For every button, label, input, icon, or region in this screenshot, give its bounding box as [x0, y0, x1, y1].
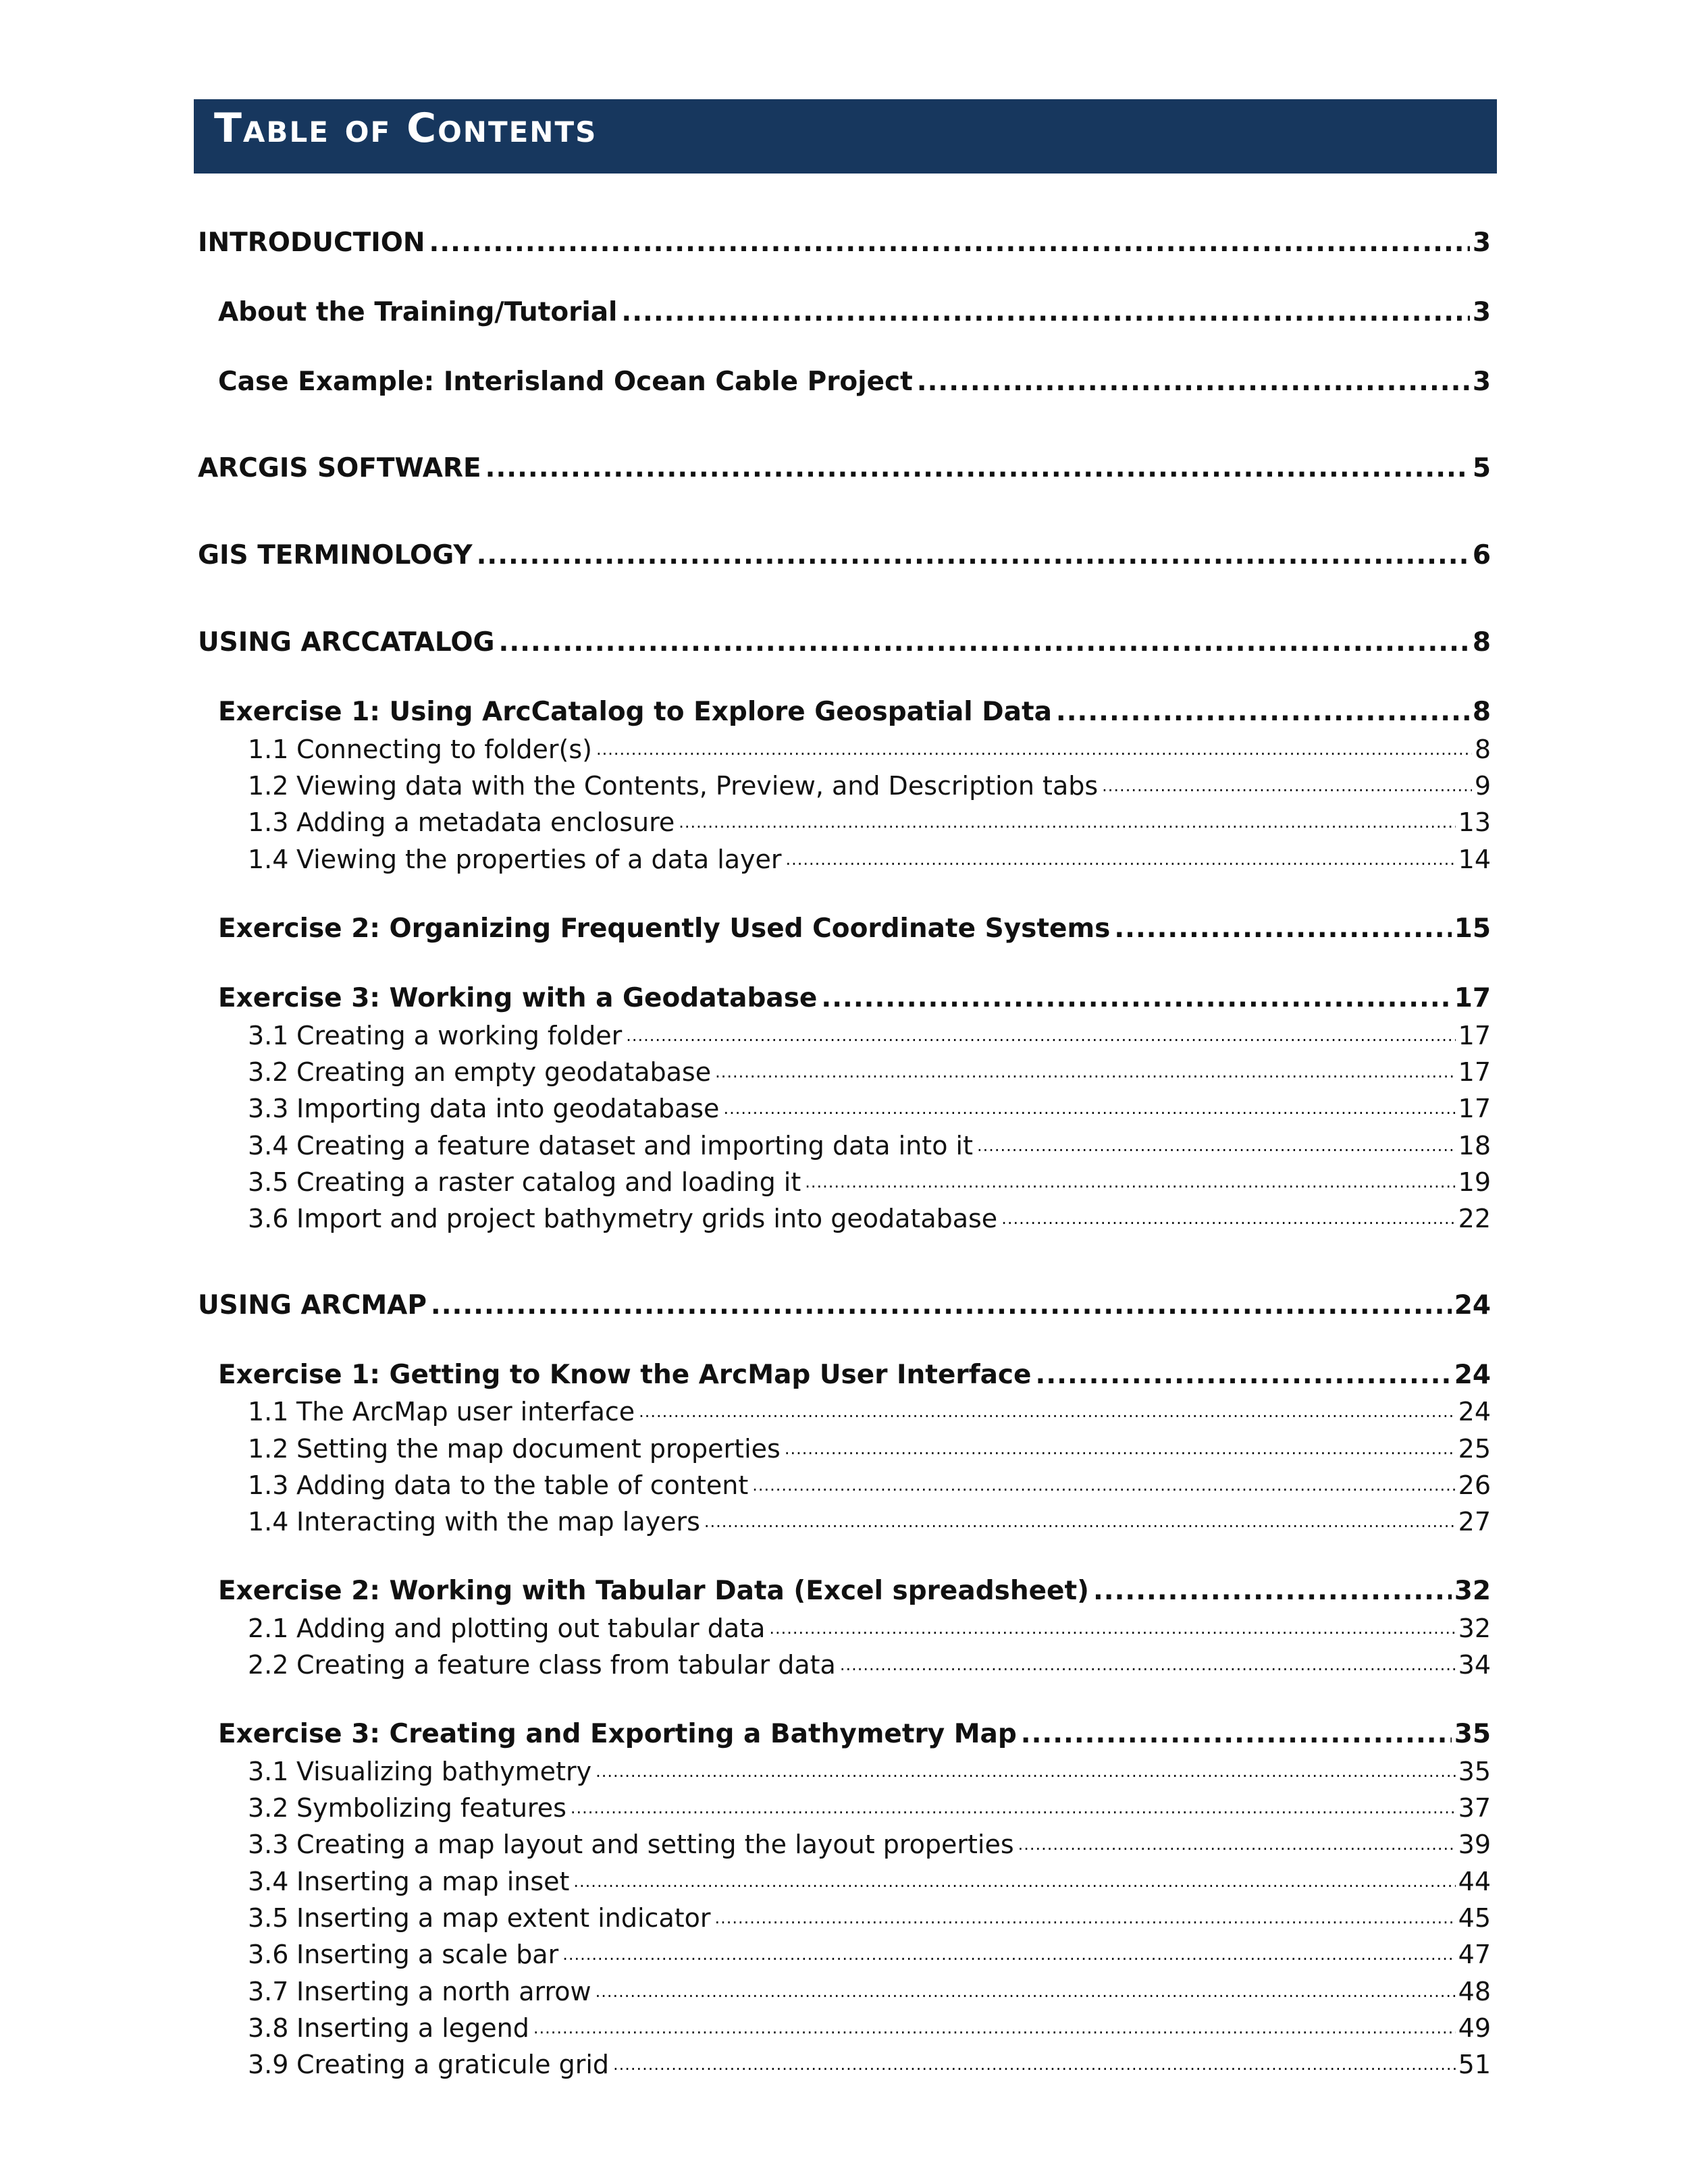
toc-entry-page: 45 — [1458, 1903, 1491, 1933]
toc-entry-arcmap-3-2[interactable] — [248, 1791, 1491, 1825]
toc-entry-label: Exercise 3: Creating and Exporting a Bathymetry Map — [218, 1719, 1017, 1749]
toc-entry-number: 1.1 — [248, 1397, 289, 1427]
toc-entry-label: Creating a graticule grid — [296, 2050, 609, 2079]
toc-leader-dots — [785, 1432, 1456, 1466]
toc-leader-dots — [485, 452, 1470, 485]
toc-entry-page: 17 — [1458, 1057, 1491, 1087]
toc-entry-number: 1.2 — [248, 1434, 289, 1464]
toc-entry-page: 32 — [1454, 1576, 1491, 1606]
toc-entry-number: 2.1 — [248, 1614, 289, 1643]
toc-entry-label: About the Training/Tutorial — [218, 297, 618, 327]
toc-entry-page: 17 — [1458, 1021, 1491, 1050]
toc-entry-page: 35 — [1454, 1719, 1491, 1749]
toc-entry-page: 25 — [1458, 1434, 1491, 1464]
toc-entry-number: 3.6 — [248, 1204, 289, 1233]
toc-entry-arcmap-1-1[interactable] — [248, 1395, 1491, 1429]
toc-entry-number: 3.9 — [248, 2050, 289, 2079]
toc-entry-page: 37 — [1458, 1793, 1491, 1823]
toc-entry-page: 8 — [1472, 697, 1491, 727]
toc-entry-label: Connecting to folder(s) — [296, 735, 592, 764]
toc-entry-page: 13 — [1458, 807, 1491, 837]
toc-leader-dots — [917, 365, 1470, 399]
toc-entry-number: 3.3 — [248, 1830, 289, 1859]
toc-entry-arcmap-exercise-2[interactable] — [218, 1574, 1491, 1608]
toc-entry-page: 8 — [1472, 627, 1491, 658]
toc-entry-number: 3.7 — [248, 1977, 289, 2006]
toc-entry-using-arcmap[interactable] — [198, 1289, 1491, 1323]
toc-entry-label: Viewing data with the Contents, Preview, and Description tabs — [296, 771, 1099, 801]
toc-entry-arccatalog-3-3[interactable] — [248, 1092, 1491, 1125]
toc-entry-label: Importing data into geodatabase — [296, 1094, 720, 1123]
toc-entry-page: 8 — [1474, 735, 1491, 764]
toc-leader-dots — [1093, 1574, 1452, 1608]
toc-entry-label: Creating a raster catalog and loading it — [296, 1167, 801, 1197]
toc-entry-arcmap-exercise-3[interactable] — [218, 1717, 1491, 1751]
toc-entry-arccatalog-3-4[interactable] — [248, 1129, 1491, 1163]
toc-entry-arccatalog-3-2[interactable] — [248, 1055, 1491, 1089]
toc-entry-page: 35 — [1458, 1757, 1491, 1786]
toc-entry-page: 18 — [1458, 1131, 1491, 1161]
toc-entry-gis-terminology[interactable] — [198, 539, 1491, 572]
toc-entry-label: USING ARCCATALOG — [198, 627, 495, 658]
toc-leader-dots — [626, 1019, 1455, 1053]
toc-entry-arcmap-3-3[interactable] — [248, 1828, 1491, 1861]
toc-entry-using-arccatalog[interactable] — [198, 626, 1491, 660]
toc-leader-dots — [704, 1505, 1456, 1539]
toc-entry-label: Visualizing bathymetry — [296, 1757, 592, 1786]
toc-leader-dots — [639, 1395, 1455, 1429]
toc-entry-page: 17 — [1454, 983, 1491, 1013]
toc-entry-label: INTRODUCTION — [198, 228, 425, 258]
toc-entry-arccatalog-3-6[interactable] — [248, 1202, 1491, 1235]
toc-entry-number: 1.4 — [248, 1507, 289, 1537]
toc-entry-page: 44 — [1458, 1867, 1491, 1896]
toc-entry-arcmap-3-4[interactable] — [248, 1865, 1491, 1898]
toc-entry-arccatalog-exercise-1[interactable] — [218, 695, 1491, 729]
toc-entry-number: 3.1 — [248, 1021, 289, 1050]
toc-entry-label: Inserting a map extent indicator — [296, 1903, 711, 1933]
page-title: Table of Contents — [214, 105, 598, 152]
toc-entry-arcmap-2-2[interactable] — [248, 1648, 1491, 1682]
toc-entry-number: 3.1 — [248, 1757, 289, 1786]
toc-entry-introduction[interactable] — [198, 226, 1491, 260]
toc-entry-label: Import and project bathymetry grids into geodatabase — [296, 1204, 998, 1233]
toc-leader-dots — [752, 1468, 1455, 1502]
toc-entry-page: 39 — [1458, 1830, 1491, 1859]
toc-entry-label: Interacting with the map layers — [296, 1507, 700, 1537]
toc-entry-label: USING ARCMAP — [198, 1290, 427, 1321]
toc-entry-page: 9 — [1474, 771, 1491, 801]
toc-leader-dots — [1102, 769, 1472, 803]
toc-leader-dots — [1036, 1358, 1452, 1392]
toc-entry-arccatalog-3-1[interactable] — [248, 1019, 1491, 1053]
toc-leader-dots — [562, 1938, 1455, 1971]
toc-entry-arcmap-1-4[interactable] — [248, 1505, 1491, 1539]
toc-entry-page: 48 — [1458, 1977, 1491, 2006]
toc-leader-dots — [805, 1165, 1455, 1199]
toc-entry-number: 3.3 — [248, 1094, 289, 1123]
toc-entry-page: 3 — [1472, 228, 1491, 258]
toc-entry-label: Inserting a scale bar — [296, 1940, 559, 1969]
toc-entry-arcmap-3-8[interactable] — [248, 2011, 1491, 2045]
toc-entry-arcgis-software[interactable] — [198, 452, 1491, 485]
toc-entry-page: 24 — [1454, 1290, 1491, 1321]
toc-entry-arcmap-3-1[interactable] — [248, 1755, 1491, 1788]
toc-entry-page: 34 — [1458, 1650, 1491, 1680]
toc-leader-dots — [679, 805, 1455, 839]
toc-leader-dots — [723, 1092, 1455, 1125]
toc-leader-dots — [786, 843, 1456, 876]
toc-leader-dots — [477, 539, 1470, 572]
toc-leader-dots — [1114, 912, 1451, 946]
toc-entry-page: 19 — [1458, 1167, 1491, 1197]
toc-entry-label: Exercise 2: Organizing Frequently Used Coordinate Systems — [218, 913, 1111, 944]
toc-leader-dots — [596, 1975, 1456, 2008]
toc-entry-arcmap-3-7[interactable] — [248, 1975, 1491, 2008]
toc-entry-label: Symbolizing features — [296, 1793, 566, 1823]
toc-entry-number: 3.4 — [248, 1867, 289, 1896]
toc-entry-page: 3 — [1472, 297, 1491, 327]
toc-entry-page: 3 — [1472, 367, 1491, 397]
toc-entry-label: Creating a working folder — [296, 1021, 623, 1050]
toc-leader-dots — [621, 296, 1469, 329]
toc-entry-page: 49 — [1458, 2013, 1491, 2043]
toc-entry-label: The ArcMap user interface — [296, 1397, 635, 1427]
toc-leader-dots — [769, 1612, 1455, 1645]
toc-entry-number: 1.3 — [248, 807, 289, 837]
toc-entry-label: Inserting a north arrow — [296, 1977, 591, 2006]
toc-entry-label: GIS TERMINOLOGY — [198, 540, 473, 570]
toc-entry-arccatalog-1-3[interactable] — [248, 805, 1491, 839]
toc-leader-dots — [613, 2048, 1456, 2081]
toc-entry-arcmap-3-6[interactable] — [248, 1938, 1491, 1971]
toc-leader-dots — [499, 626, 1470, 660]
toc-entry-page: 24 — [1454, 1360, 1491, 1390]
toc-entry-label: Adding and plotting out tabular data — [296, 1614, 766, 1643]
toc-entry-page: 47 — [1458, 1940, 1491, 1969]
toc-entry-number: 3.4 — [248, 1131, 289, 1161]
toc-entry-number: 1.4 — [248, 845, 289, 874]
toc-entry-about-training[interactable] — [218, 296, 1491, 329]
toc-entry-number: 3.8 — [248, 2013, 289, 2043]
toc-entry-label: Creating a feature class from tabular data — [296, 1650, 836, 1680]
toc-entry-number: 1.1 — [248, 735, 289, 764]
toc-leader-dots — [533, 2011, 1456, 2045]
toc-leader-dots — [1056, 695, 1470, 729]
toc-entry-page: 24 — [1458, 1397, 1491, 1427]
toc-entry-label: Case Example: Interisland Ocean Cable Project — [218, 367, 913, 397]
toc-entry-arccatalog-exercise-2[interactable] — [218, 912, 1491, 946]
toc-entry-arcmap-2-1[interactable] — [248, 1612, 1491, 1645]
toc-entry-arccatalog-1-4[interactable] — [248, 843, 1491, 876]
toc-entry-arcmap-1-2[interactable] — [248, 1432, 1491, 1466]
toc-entry-label: Exercise 3: Working with a Geodatabase — [218, 983, 818, 1013]
toc-entry-number: 1.3 — [248, 1470, 289, 1500]
toc-entry-label: Exercise 1: Getting to Know the ArcMap User Interface — [218, 1360, 1032, 1390]
toc-leader-dots — [821, 982, 1451, 1015]
toc-entry-number: 1.2 — [248, 771, 289, 801]
toc-leader-dots — [715, 1901, 1456, 1935]
toc-entry-label: Exercise 1: Using ArcCatalog to Explore Geospatial Data — [218, 697, 1052, 727]
toc-entry-page: 5 — [1472, 453, 1491, 483]
toc-entry-page: 17 — [1458, 1094, 1491, 1123]
toc-entry-label: Setting the map document properties — [296, 1434, 781, 1464]
toc-leader-dots — [840, 1648, 1456, 1682]
toc-leader-dots — [596, 733, 1472, 766]
toc-entry-page: 32 — [1458, 1614, 1491, 1643]
toc-leader-dots — [429, 226, 1470, 260]
toc-entry-label: Exercise 2: Working with Tabular Data (Excel spreadsheet) — [218, 1576, 1089, 1606]
toc-entry-number: 3.5 — [248, 1903, 289, 1933]
toc-leader-dots — [715, 1055, 1456, 1089]
toc-leader-dots — [573, 1865, 1455, 1898]
toc-entry-number: 3.2 — [248, 1057, 289, 1087]
toc-entry-page: 27 — [1458, 1507, 1491, 1537]
toc-entry-arcmap-3-9[interactable] — [248, 2048, 1491, 2081]
toc-entry-label: Adding a metadata enclosure — [296, 807, 675, 837]
toc-entry-label: Inserting a legend — [296, 2013, 529, 2043]
toc-entry-arccatalog-3-5[interactable] — [248, 1165, 1491, 1199]
toc-leader-dots — [1018, 1828, 1456, 1861]
toc-entry-label: ARCGIS SOFTWARE — [198, 453, 481, 483]
toc-entry-label: Inserting a map inset — [296, 1867, 570, 1896]
toc-entry-arccatalog-1-2[interactable] — [248, 769, 1491, 803]
toc-entry-label: Adding data to the table of content — [296, 1470, 749, 1500]
toc-leader-dots — [1001, 1202, 1455, 1235]
toc-entry-page: 15 — [1454, 913, 1491, 944]
toc-entry-page: 22 — [1458, 1204, 1491, 1233]
toc-entry-arccatalog-1-1[interactable] — [248, 733, 1491, 766]
toc-entry-page: 6 — [1472, 540, 1491, 570]
toc-entry-page: 51 — [1458, 2050, 1491, 2079]
toc-leader-dots — [431, 1289, 1452, 1323]
toc-entry-arcmap-1-3[interactable] — [248, 1468, 1491, 1502]
toc-entry-arcmap-3-5[interactable] — [248, 1901, 1491, 1935]
toc-entry-page: 26 — [1458, 1470, 1491, 1500]
toc-entry-label: Creating an empty geodatabase — [296, 1057, 712, 1087]
toc-entry-label: Creating a map layout and setting the layout properties — [296, 1830, 1014, 1859]
toc-entry-arccatalog-exercise-3[interactable] — [218, 982, 1491, 1015]
toc-entry-arcmap-exercise-1[interactable] — [218, 1358, 1491, 1392]
toc-entry-number: 3.2 — [248, 1793, 289, 1823]
toc-entry-number: 2.2 — [248, 1650, 289, 1680]
toc-leader-dots — [977, 1129, 1456, 1163]
toc-entry-number: 3.6 — [248, 1940, 289, 1969]
toc-leader-dots — [1021, 1717, 1452, 1751]
toc-entry-page: 14 — [1458, 845, 1491, 874]
toc-entry-case-example[interactable] — [218, 365, 1491, 399]
toc-entry-label: Creating a feature dataset and importing data into it — [296, 1131, 973, 1161]
toc-leader-dots — [596, 1755, 1456, 1788]
toc-leader-dots — [571, 1791, 1456, 1825]
toc-entry-number: 3.5 — [248, 1167, 289, 1197]
toc-entry-label: Viewing the properties of a data layer — [296, 845, 782, 874]
